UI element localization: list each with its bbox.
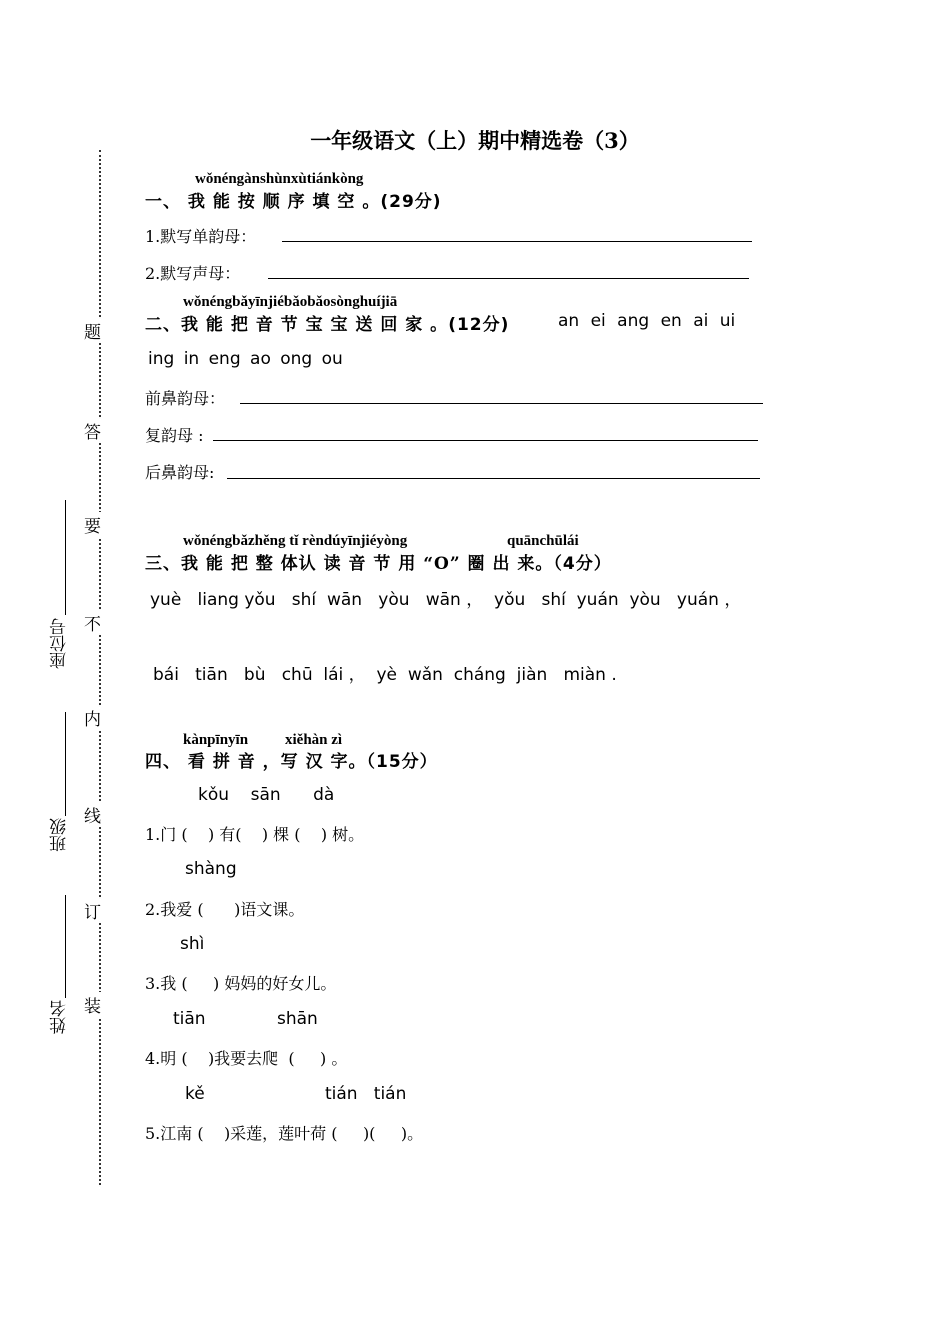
section2-pinyin: wǒnéngbǎyīnjiébǎobǎosònghuíjiā <box>183 294 398 310</box>
side-char: 线 <box>84 802 101 827</box>
binding-dotted-line <box>99 150 101 1185</box>
question-1: 1.门 ( ) 有( ) 棵 ( ) 树。 <box>145 825 365 844</box>
q3-pinyin: shì <box>180 934 205 954</box>
compound-vowel-answer-line[interactable] <box>213 440 758 441</box>
section3-pinyin: wǒnéngbǎzhěng tǐ rèndúyīnjiéyòng <box>183 533 408 549</box>
section4-heading: 四、 看 拼 音 ，写 汉 字。（15分） <box>145 752 438 772</box>
section3-sentence-line1: yuè liang yǒu shí wān yòu wān ， yǒu shí yuán yòu yuán ， <box>150 590 742 610</box>
section2-syllables-line1: an ei ang en ai ui <box>558 311 736 331</box>
section2-points: (12分) <box>448 315 510 335</box>
q4-pinyin-a: tiān <box>173 1009 206 1029</box>
initials-answer-line[interactable] <box>268 278 749 279</box>
seat-number-field[interactable] <box>65 500 66 615</box>
section4-points: （15分） <box>366 752 438 772</box>
name-field[interactable] <box>65 895 66 998</box>
side-char: 要 <box>84 512 101 537</box>
q5-pinyin-a: kě <box>185 1084 205 1104</box>
class-label: 班级 <box>50 818 70 852</box>
item-vowels-label: 1.默写单韵母： <box>145 227 257 246</box>
section3-heading: 三、我 能 把 整 体认 读 音 节 用 “O” 圈 出 来。（4分） <box>145 554 612 574</box>
section3-pinyin-2: quānchūlái <box>507 533 579 549</box>
front-nasal-answer-line[interactable] <box>240 403 763 404</box>
q1-pinyin: kǒu sān dà <box>198 785 335 805</box>
section4-pinyin-2: xiěhàn zì <box>285 732 343 748</box>
back-nasal-answer-line[interactable] <box>227 478 760 479</box>
front-nasal-label: 前鼻韵母： <box>145 389 226 408</box>
side-char: 不 <box>84 610 101 635</box>
section1-pinyin: wǒnéngànshùnxùtiánkòng <box>195 171 364 187</box>
q5-pinyin-b: tián tián <box>325 1084 407 1104</box>
question-4: 4.明 ( )我要去爬 ( ) 。 <box>145 1049 348 1068</box>
section3-points: （4分） <box>553 554 612 574</box>
section2-syllables-line2: ing in eng ao ong ou <box>148 349 343 369</box>
section2-heading: 二、我 能 把 音 节 宝 宝 送 回 家 。(12分) <box>145 315 510 335</box>
page-title: 一年级语文（上）期中精选卷（3） <box>310 128 640 153</box>
question-2: 2.我爱 ( )语文课。 <box>145 900 305 919</box>
item-initials-label: 2.默写声母： <box>145 264 241 283</box>
side-char: 题 <box>84 318 101 343</box>
q2-pinyin: shàng <box>185 859 237 879</box>
section3-sentence-line2: bái tiān bù chū lái ， yè wǎn cháng jiàn miàn . <box>153 665 617 685</box>
q4-pinyin-b: shān <box>277 1009 318 1029</box>
question-3: 3.我 ( ) 妈妈的好女儿。 <box>145 974 337 993</box>
seat-number-label: 座位号 <box>50 618 70 669</box>
side-char: 内 <box>84 705 101 730</box>
side-char: 订 <box>84 898 101 923</box>
back-nasal-label: 后鼻韵母: <box>145 463 215 482</box>
section1-points: (29分) <box>380 192 442 212</box>
side-char: 答 <box>84 418 101 443</box>
section4-pinyin: kànpīnyīn <box>183 732 249 748</box>
class-field[interactable] <box>65 712 66 816</box>
vowels-answer-line[interactable] <box>282 241 752 242</box>
side-char: 装 <box>84 992 101 1017</box>
compound-vowel-label: 复韵母 : <box>145 426 204 445</box>
name-label: 姓名 <box>50 1000 70 1034</box>
question-5: 5.江南 ( )采莲，莲叶荷 ( )( )。 <box>145 1124 424 1143</box>
section1-heading: 一、 我 能 按 顺 序 填 空 。(29分) <box>145 192 442 212</box>
